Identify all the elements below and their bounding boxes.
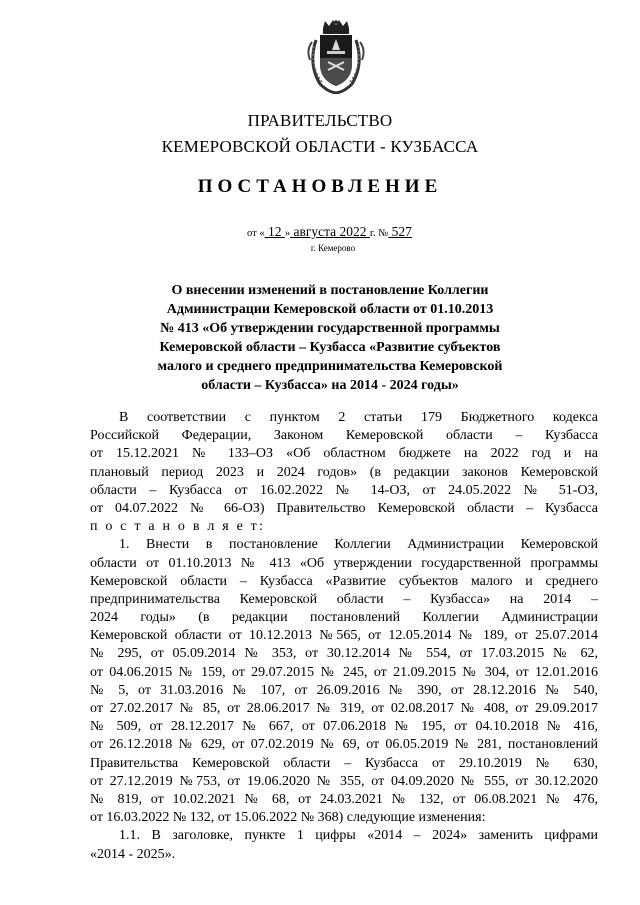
body-line: области от 01.10.2013 № 413 «Об утверждении государственной программы xyxy=(90,555,598,571)
body-line: от 27.12.2019 №753, от 19.06.2020 № 355, от 04.09.2020 № 555, от 30.12.2020 xyxy=(90,773,598,789)
body-line: № 5, от 31.03.2016 № 107, от 26.09.2016 № 390, от 28.12.2016 № 540, xyxy=(90,682,598,698)
body-line: 1.1. В заголовке, пункте 1 цифры «2014 – 2024» заменить цифрами xyxy=(119,828,598,844)
body-line: от 04.07.2022 № 66-ОЗ) Правительство Кемеровской области – Кузбасса xyxy=(90,500,598,516)
title-line: области – Кузбасса» на 2014 - 2024 годы» xyxy=(201,378,459,393)
decree-title xyxy=(120,281,540,395)
body-line: 1. Внести в постановление Коллегии Администрации Кемеровской xyxy=(119,537,598,553)
date-month-year: августа 2022 xyxy=(290,224,370,239)
body-line: Российской Федерации, Законом Кемеровской области – Кузбасса xyxy=(90,428,598,444)
date-quote-close: » xyxy=(284,228,291,239)
government-name-line-2: КЕМЕРОВСКОЙ ОБЛАСТИ - КУЗБАССА xyxy=(161,137,479,156)
body-line: В соответствии с пунктом 2 статьи 179 Бюджетного кодекса xyxy=(119,410,598,425)
body-line: от 16.03.2022 № 132, от 15.06.2022 № 368) следующие изменения: xyxy=(90,810,486,826)
body-line: № 509, от 28.12.2017 № 667, от 07.06.2018 № 195, от 04.10.2018 № 416, xyxy=(90,719,598,735)
body-line: Кемеровской области – Кузбасса «Развитие субъектов малого и среднего xyxy=(90,573,598,589)
decree-body xyxy=(90,409,598,864)
body-line: предпринимательства Кемеровской области – Кузбасса» на 2014 – xyxy=(90,591,598,607)
decree-dateline xyxy=(247,224,412,240)
body-line: плановый период 2023 и 2024 годов» (в редакции законов Кемеровской xyxy=(90,464,598,480)
body-line: № 819, от 10.02.2021 № 68, от 24.03.2021 № 132, от 06.08.2021 № 476, xyxy=(90,791,598,807)
title-line: № 413 «Об утверждении государственной программы xyxy=(160,321,500,336)
title-line: Кемеровской области – Кузбасса «Развитие субъектов xyxy=(159,340,501,355)
body-line: от 26.12.2018 № 629, от 07.02.2019 № 69, от 06.05.2019 № 281, постановлений xyxy=(90,737,598,753)
body-line: от 27.02.2017 № 85, от 28.06.2017 № 319, от 02.08.2017 № 408, от 29.09.2017 xyxy=(90,701,598,716)
title-line: О внесении изменений в постановление Коллегии xyxy=(171,283,489,298)
body-line: № 295, от 05.09.2014 № 353, от 30.12.2014 № 554, от 17.03.2015 № 62, xyxy=(90,646,598,662)
body-line: от 15.12.2021 № 133–ОЗ «Об областном бюджете на 2022 год и на xyxy=(90,446,598,462)
number-prefix: г. № xyxy=(369,228,389,239)
document-type-heading: ПОСТАНОВЛЕНИЕ xyxy=(197,176,443,197)
body-line: Правительства Кемеровской области – Кузбасса от 29.10.2019 № 630, xyxy=(90,755,598,771)
body-line: «2014 - 2025». xyxy=(90,846,176,862)
title-line: малого и среднего предпринимательства Кемеровской xyxy=(157,359,503,374)
city-name: г. Кемерово xyxy=(310,243,356,253)
date-prefix: от « xyxy=(247,228,265,239)
body-line: Кемеровской области от 10.12.2013 №565, от 12.05.2014 № 189, от 25.07.2014 xyxy=(90,628,598,644)
date-day: 12 xyxy=(264,224,285,239)
resolves-line: п о с т а н о в л я е т: xyxy=(90,519,266,535)
title-line: Администрации Кемеровской области от 01.10.2013 xyxy=(166,302,494,317)
decree-number: 527 xyxy=(388,224,412,239)
government-name-line-1: ПРАВИТЕЛЬСТВО xyxy=(247,111,393,130)
coat-of-arms-emblem xyxy=(306,20,366,94)
body-line: области – Кузбасса от 16.02.2022 № 14-ОЗ, от 24.05.2022 № 51-ОЗ, xyxy=(90,482,598,498)
body-line: 2024 годы» (в редакции постановлений Коллегии Администрации xyxy=(90,610,598,626)
body-line: от 04.06.2015 № 159, от 29.07.2015 № 245, от 21.09.2015 № 304, от 12.01.2016 xyxy=(90,664,598,680)
